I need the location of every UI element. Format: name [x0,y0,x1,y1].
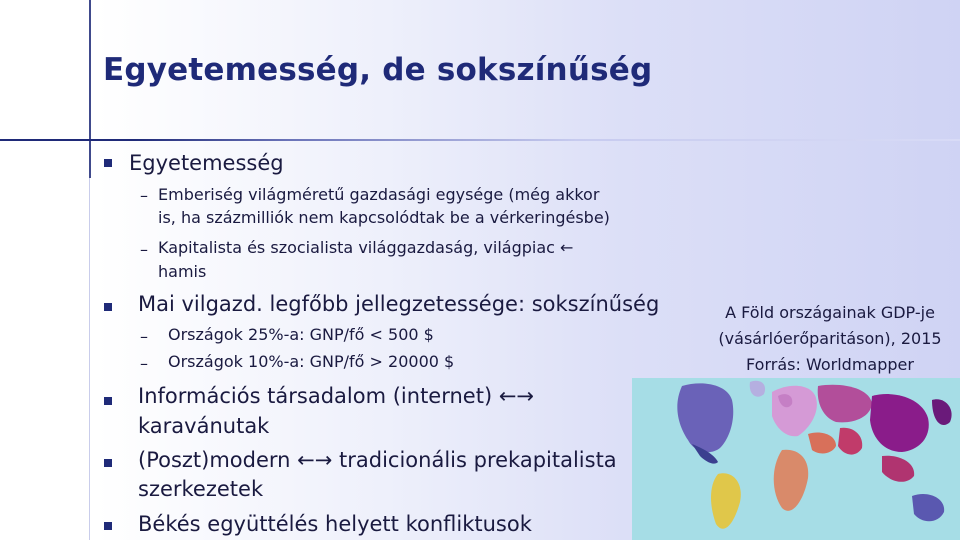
bullet-square-icon [104,459,112,467]
bullet-2-text: Mai vilgazd. legfőbb jellegzetessége: sokszínűség [138,292,660,316]
dash-icon: – [140,240,148,259]
bullet-1-sub-2-line2: hamis [158,262,207,281]
bullet-5-text: Békés együttélés helyett konfliktusok [138,512,532,536]
bullet-1-text: Egyetemesség [129,151,284,175]
bullet-3-line1: Információs társadalom (internet) ←→ [138,384,535,408]
bullet-1-sub-1-line1: Emberiség világméretű gazdasági egysége (még akkor [158,185,600,204]
bullet-square-icon [104,522,112,530]
slide-title: Egyetemesség, de sokszínűség [103,52,653,88]
bullet-1-sub-2-line1: Kapitalista és szocialista világgazdaság, világpiac ← [158,238,574,257]
bullet-square-icon [104,303,112,311]
map-caption [700,300,960,378]
bullet-square-icon [104,159,112,167]
dash-icon: – [140,354,148,373]
bullet-2-sub-1: Országok 25%-a: GNP/fő < 500 $ [168,325,434,344]
bullet-2-sub-2: Országok 10%-a: GNP/fő > 20000 $ [168,352,455,371]
dash-icon: – [140,327,148,346]
map-caption-line-2: (vásárlóerőparitáson), 2015 [718,329,942,348]
gdp-cartogram-map [632,378,960,540]
bullet-1-sub-1-line2: is, ha százmilliók nem kapcsolódtak be a vérkeringésbe) [158,208,610,227]
map-caption-line-3: Forrás: Worldmapper [746,355,914,374]
bullet-4-line2: szerkezetek [138,477,264,501]
title-underline [0,139,960,141]
accent-vertical-line-faint [89,178,90,540]
bullet-4-line1: (Poszt)modern ←→ tradicionális prekapitalista [138,448,617,472]
dash-icon: – [140,186,148,205]
map-caption-line-1: A Föld országainak GDP-je [725,303,935,322]
bullet-3-line2: karavánutak [138,414,270,438]
accent-vertical-line [89,0,91,178]
bullet-square-icon [104,397,112,405]
